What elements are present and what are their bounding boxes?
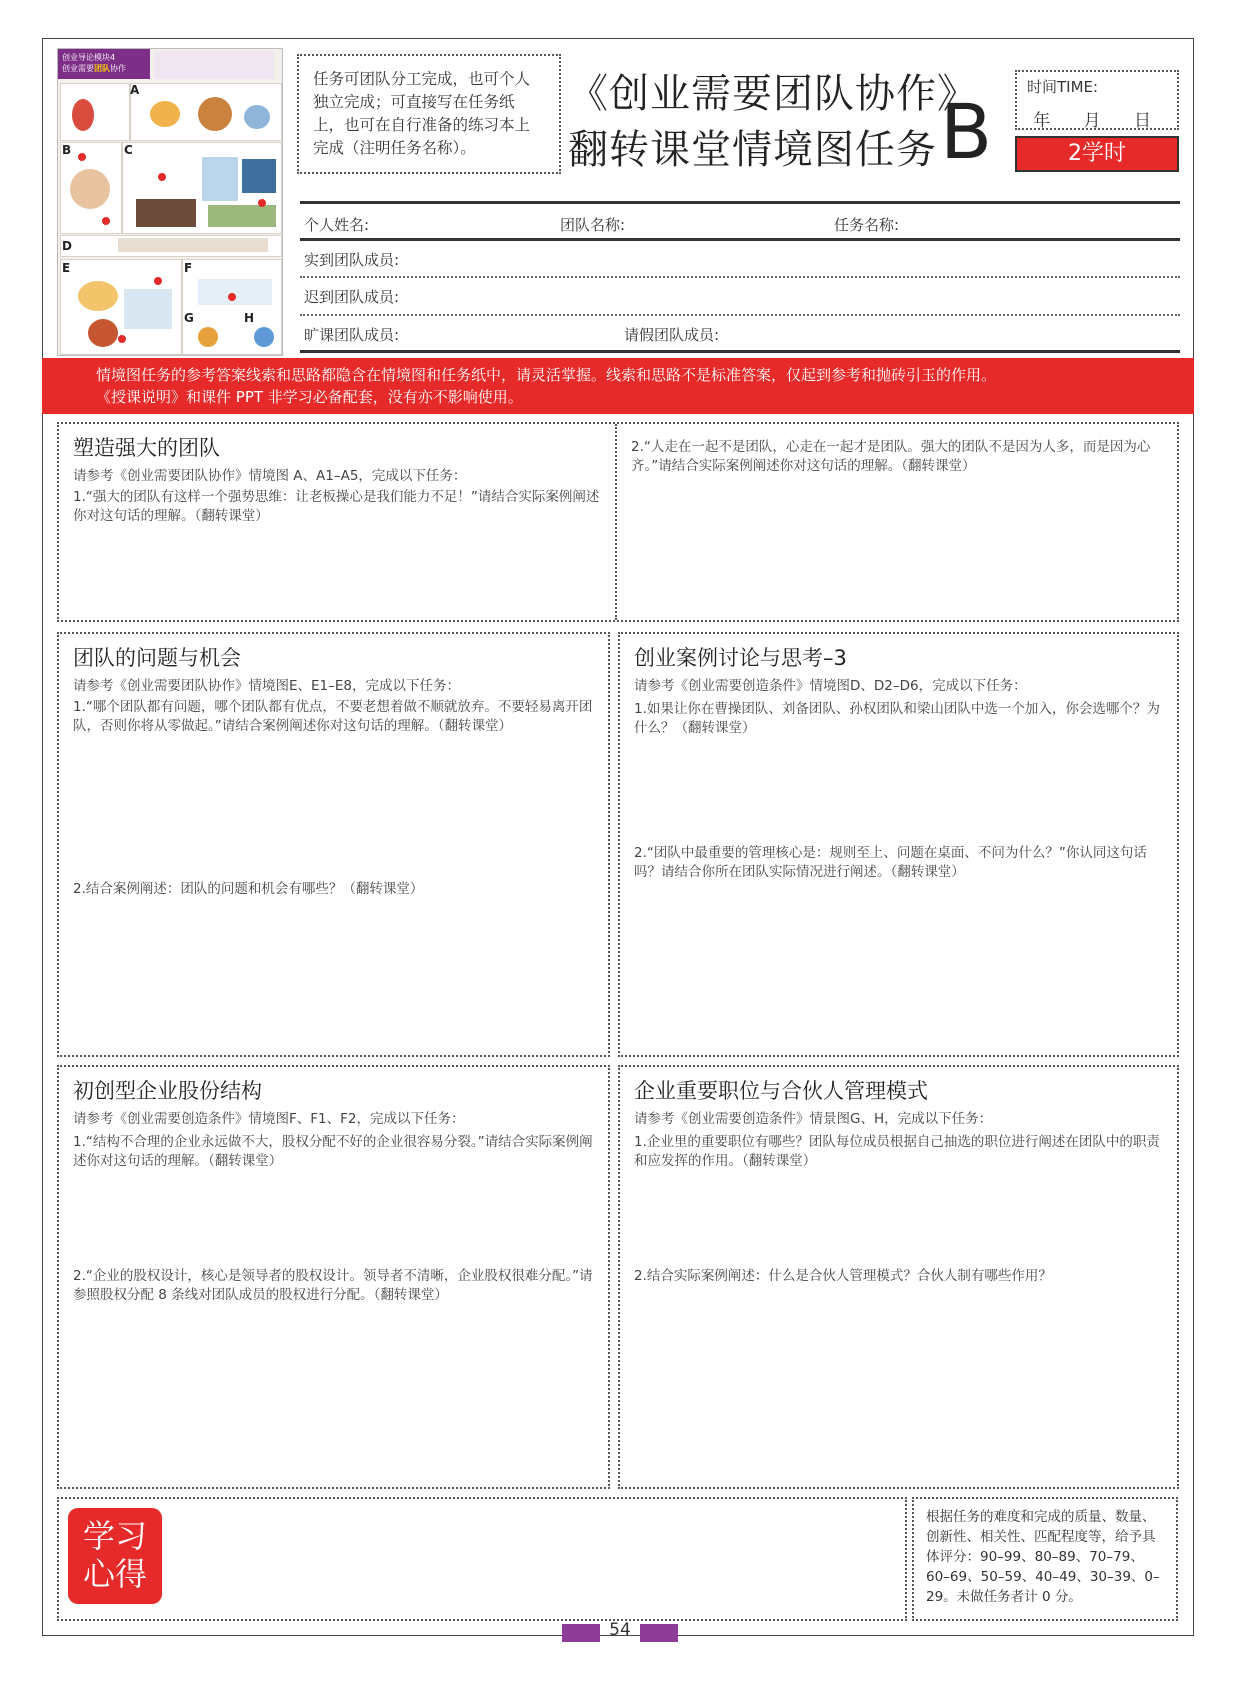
notice-line: 《授课说明》和课件 PPT 非学习必备配套，没有亦不影响使用。 [96,388,523,406]
thumbnail-figure [242,159,276,193]
page-number-bar [562,1624,600,1642]
thumbnail-marker [78,153,86,161]
thumbnail-letter: A [130,83,140,97]
absent-members-label[interactable]: 旷课团队成员: [304,326,400,344]
section-build-team [57,422,1179,622]
section-reference: 请参考《创业需要团队协作》情境图 A、A1–A5，完成以下任务： [73,468,467,484]
thumbnail-figure [78,281,118,311]
thumbnail-marker [118,335,126,343]
present-members-label[interactable]: 实到团队成员: [304,251,400,269]
question-2: 2.“企业的股权设计，核心是领导者的股权设计。领导者不清晰，企业股权很难分配。”请参照股权分配 8 条线对团队成员的股权进行分配。（翻转课堂） [73,1268,593,1303]
thumbnail-letter: F [184,261,193,275]
thumbnail-figure [72,99,94,131]
thumbnail-banner [58,49,150,79]
page-number [562,1620,678,1644]
badge-line: 学习 [82,1517,147,1555]
question-2: 2.“团队中最重要的管理核心是：规则至上、问题在桌面、不问为什么？”你认同这句话吗？请结合你所在团队实际情况进行阐述。（翻转课堂） [634,845,1147,880]
section-title: 团队的问题与机会 [73,646,241,670]
thumbnail-figure [244,105,270,129]
question-2: 2.结合实际案例阐述：什么是合伙人管理模式？合伙人制有哪些作用？ [634,1268,1052,1284]
divider [300,276,1180,278]
section-title: 企业重要职位与合伙人管理模式 [634,1079,928,1103]
page-title: 《创业需要团队协作》 [568,71,978,117]
thumbnail-marker [158,173,166,181]
late-members-label[interactable]: 迟到团队成员: [304,288,400,306]
section-case-discussion [618,632,1179,1057]
divider [300,314,1180,316]
question-1: 1.“结构不合理的企业永远做不大，股权分配不好的企业很容易分裂。”请结合实际案例阐述你对这句话的理解。（翻转课堂） [73,1134,593,1169]
thumbnail-banner-text: 创业需要 [62,64,94,73]
thumbnail-figure [150,101,180,127]
thumbnail-figure [136,199,196,227]
thumbnail-figure [198,279,272,305]
thumbnail-figure [198,327,218,347]
time-field[interactable] [1015,70,1179,130]
thumbnail-marker [258,199,266,207]
thumbnail-figure [88,319,118,347]
thumbnail-letter: E [62,261,71,275]
section-title: 创业案例讨论与思考–3 [634,646,847,670]
badge-line: 心得 [82,1555,147,1593]
thumbnail-figure [70,169,110,209]
question-1: 1.企业里的重要职位有哪些？团队每位成员根据自己抽选的职位进行阐述在团队中的职责和应发挥的作用。（翻转课堂） [634,1134,1160,1169]
divider [300,201,1180,204]
section-team-problems [57,632,610,1057]
thumbnail-letter: G [184,311,194,325]
leave-members-label[interactable]: 请假团队成员: [624,326,720,344]
scoring-note: 根据任务的难度和完成的质量、数量、创新性、相关性、匹配程度等，给予具体评分：90–99、80–89、70–79、60–69、50–59、40–49、30–39、0–29。未做任务者计 0 分。 [912,1497,1178,1621]
task-letter: B [940,87,993,176]
page-subtitle: 翻转课堂情境图任务 [568,127,937,173]
thumbnail-marker [102,217,110,225]
task-field-label[interactable]: 任务名称: [834,216,900,234]
date-units: 年 月 日 [1033,111,1165,131]
thumbnail-banner-text: 创业导论模块4 [62,53,116,62]
section-reference: 请参考《创业需要创造条件》情境图D、D2–D6，完成以下任务： [634,678,1027,694]
question-1: 1.“哪个团队都有问题，哪个团队都有优点，不要老想着做不顺就放弃。不要轻易离开团队，否则你将从零做起。”请结合案例阐述你对这句话的理解。（翻转课堂） [73,699,593,734]
thumbnail-banner-highlight: 团队 [94,64,110,73]
thumbnail-figure [254,327,274,347]
scenario-thumbnail [57,48,283,356]
section-reference: 请参考《创业需要团队协作》情境图E、E1–E8，完成以下任务： [73,678,461,694]
section-title: 塑造强大的团队 [73,436,220,460]
time-label: 时间TIME: [1027,78,1099,96]
divider [300,350,1180,353]
learning-notes-area[interactable] [57,1497,907,1621]
thumbnail-marker [228,293,236,301]
name-field-label[interactable]: 个人姓名: [304,216,370,234]
thumbnail-figure [118,238,268,252]
question-1: 1.如果让你在曹操团队、刘备团队、孙权团队和梁山团队中选一个加入，你会选哪个？为什么？（翻转课堂） [634,701,1160,736]
team-field-label[interactable]: 团队名称: [560,216,626,234]
section-reference: 请参考《创业需要创造条件》情景图G、H，完成以下任务： [634,1111,993,1127]
thumbnail-letter: B [62,143,72,157]
thumbnail-figure [124,289,172,329]
thumbnail-figure [208,205,276,227]
thumbnail-cell [60,83,130,141]
hours-badge: 2学时 [1015,136,1179,172]
page-number-text: 54 [609,1620,631,1640]
question-2: 2.结合案例阐述：团队的问题和机会有哪些？（翻转课堂） [73,881,424,897]
question-1: 1.“强大的团队有这样一个强势思维：让老板操心是我们能力不足！”请结合实际案例阐述你对这句话的理解。（翻转课堂） [73,489,600,524]
section-reference: 请参考《创业需要创造条件》情境图F、F1、F2，完成以下任务： [73,1111,465,1127]
thumbnail-figure [154,51,274,79]
page-number-bar [640,1624,678,1642]
task-note: 任务可团队分工完成，也可个人独立完成；可直接写在任务纸上，也可在自行准备的练习本上完成（注明任务名称）。 [297,54,561,174]
notice-line: 情境图任务的参考答案线索和思路都隐含在情境图和任务纸中，请灵活掌握。线索和思路不是标准答案，仅起到参考和抛砖引玉的作用。 [96,366,997,384]
section-divider [615,424,617,620]
thumbnail-letter: D [62,239,72,253]
notice-bar [42,358,1194,414]
thumbnail-banner-text: 协作 [110,64,126,73]
section-equity-structure [57,1065,610,1489]
thumbnail-marker [154,277,162,285]
divider [300,238,1180,241]
section-key-positions [618,1065,1179,1489]
thumbnail-letter: H [244,311,255,325]
learning-notes-badge [68,1508,162,1604]
section-title: 初创型企业股份结构 [73,1079,262,1103]
thumbnail-letter: C [124,143,133,157]
thumbnail-figure [202,157,238,201]
question-2: 2.“人走在一起不是团队，心走在一起才是团队。强大的团队不是因为人多，而是因为心齐。”请结合实际案例阐述你对这句话的理解。（翻转课堂） [631,439,1151,474]
thumbnail-figure [198,97,232,131]
